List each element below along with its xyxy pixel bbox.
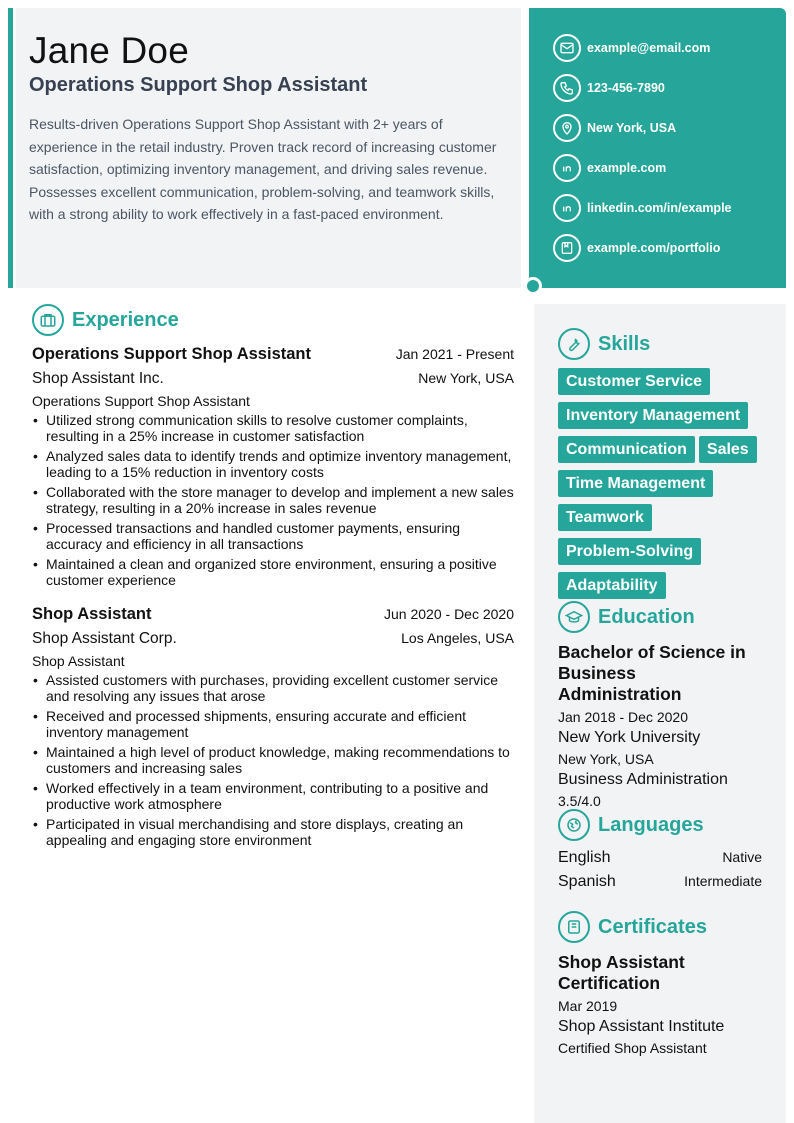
- job-title: Shop Assistant: [32, 605, 152, 623]
- contact-portfolio[interactable]: [553, 232, 720, 264]
- job-company: Shop Assistant Inc.: [32, 370, 164, 387]
- accent-bar: [8, 8, 13, 288]
- resume-header: [16, 8, 521, 288]
- job-bullet: • Collaborated with the store manager to develop and implement a new sales strategy, resulting in a 20% increase in sales revenue: [46, 484, 514, 516]
- decorative-dot: [524, 277, 542, 295]
- job-bullet: • Assisted customers with purchases, providing excellent customer service and resolving any issues that arose: [46, 672, 514, 704]
- job-bullet: • Participated in visual merchandising and store displays, creating an appealing and engaging store environment: [46, 816, 514, 848]
- email-text: example@email.com: [587, 41, 711, 55]
- education-title: Education: [598, 605, 695, 628]
- phone-text: 123-456-7890: [587, 81, 665, 95]
- language-row: [558, 873, 762, 891]
- education-date: Jan 2018 - Dec 2020: [558, 709, 688, 725]
- briefcase-icon: [32, 304, 64, 336]
- degree: Bachelor of Science in Business Administration: [558, 642, 746, 704]
- contact-location: [553, 112, 676, 144]
- skills-list: [558, 368, 770, 606]
- graduation-cap-icon: [558, 601, 590, 633]
- phone-icon: [553, 74, 581, 102]
- school: New York University: [558, 729, 701, 746]
- job-bullet: • Utilized strong communication skills to resolve customer complaints, resulting in a 25% increase in customer satisfaction: [46, 412, 514, 444]
- experience-heading: [32, 304, 179, 336]
- skills-title: Skills: [598, 332, 651, 355]
- location-pin-icon: [553, 114, 581, 142]
- summary-text: Results-driven Operations Support Shop Assistant with 2+ years of experience in the retail industry. Proven track record of increasing customer satisfaction, optimizing inventory management, and driving sales revenue. Possesses excellent communication, problem-solving, and teamwork skills, with a strong ability to work effectively in a fast-paced environment.: [29, 116, 497, 223]
- language-level: Native: [722, 849, 762, 865]
- languages-heading: [558, 809, 704, 841]
- job-entry: [32, 605, 514, 852]
- experience-title: Experience: [72, 308, 179, 331]
- job-bullets: [32, 672, 514, 848]
- job-bullets: [32, 412, 514, 588]
- globe-icon: [558, 809, 590, 841]
- candidate-role: Operations Support Shop Assistant: [29, 74, 368, 96]
- contact-panel: [529, 8, 786, 288]
- wrench-icon: [558, 328, 590, 360]
- gpa: 3.5/4.0: [558, 793, 601, 809]
- job-role: Shop Assistant: [32, 653, 125, 669]
- job-bullet: • Maintained a high level of product knowledge, making recommendations to customers and increasing sales: [46, 744, 514, 776]
- job-entry: [32, 345, 514, 592]
- linkedin-icon: [553, 194, 581, 222]
- job-location: Los Angeles, USA: [401, 630, 514, 646]
- contact-email[interactable]: [553, 32, 710, 64]
- job-company: Shop Assistant Corp.: [32, 630, 177, 647]
- education-entry: [558, 642, 762, 809]
- skill-tag: Sales: [699, 436, 757, 463]
- job-bullet: • Worked effectively in a team environment, contributing to a positive and productive work atmosphere: [46, 780, 514, 812]
- contact-linkedin[interactable]: [553, 192, 732, 224]
- job-bullet: • Processed transactions and handled customer payments, ensuring accuracy and efficiency in all transactions: [46, 520, 514, 552]
- email-icon: [553, 34, 581, 62]
- job-date: Jun 2020 - Dec 2020: [384, 606, 514, 622]
- job-bullet: • Maintained a clean and organized store environment, ensuring a positive customer experience: [46, 556, 514, 588]
- job-bullet: • Received and processed shipments, ensuring accurate and efficient inventory management: [46, 708, 514, 740]
- skill-tag: Problem-Solving: [558, 538, 701, 565]
- field-of-study: Business Administration: [558, 771, 728, 788]
- location-text: New York, USA: [587, 121, 677, 135]
- certificate-name: Shop Assistant Certification: [558, 952, 685, 993]
- certificates-heading: [558, 911, 707, 943]
- job-location: New York, USA: [418, 370, 514, 386]
- skill-tag: Adaptability: [558, 572, 666, 599]
- language-name: English: [558, 849, 611, 866]
- language-name: Spanish: [558, 873, 616, 890]
- job-title: Operations Support Shop Assistant: [32, 345, 311, 363]
- certificate-date: Mar 2019: [558, 998, 618, 1014]
- linkedin-text: linkedin.com/in/example: [587, 201, 732, 215]
- languages-list: [558, 849, 762, 897]
- language-level: Intermediate: [684, 873, 762, 889]
- job-bullet: • Analyzed sales data to identify trends and optimize inventory management, leading to a 15% reduction in inventory costs: [46, 448, 514, 480]
- linkedin-icon: [553, 154, 581, 182]
- skill-tag: Teamwork: [558, 504, 652, 531]
- language-row: [558, 849, 762, 867]
- portfolio-icon: [553, 234, 581, 262]
- certificate-description: Certified Shop Assistant: [558, 1040, 707, 1056]
- job-role: Operations Support Shop Assistant: [32, 393, 250, 409]
- candidate-name: Jane Doe: [29, 30, 189, 71]
- skills-heading: [558, 328, 650, 360]
- portfolio-text: example.com/portfolio: [587, 241, 721, 255]
- job-date: Jan 2021 - Present: [395, 346, 514, 362]
- skill-tag: Inventory Management: [558, 402, 748, 429]
- skill-tag: Time Management: [558, 470, 713, 497]
- skill-tag: Customer Service: [558, 368, 710, 395]
- certificate-icon: [558, 911, 590, 943]
- education-heading: [558, 601, 695, 633]
- contact-phone[interactable]: [553, 72, 665, 104]
- certificate-issuer: Shop Assistant Institute: [558, 1018, 725, 1035]
- skill-tag: Communication: [558, 436, 695, 463]
- certificate-entry: [558, 952, 762, 1056]
- education-location: New York, USA: [558, 751, 654, 767]
- contact-website[interactable]: [553, 152, 666, 184]
- website-text: example.com: [587, 161, 667, 175]
- certificates-title: Certificates: [598, 915, 707, 938]
- languages-title: Languages: [598, 813, 704, 836]
